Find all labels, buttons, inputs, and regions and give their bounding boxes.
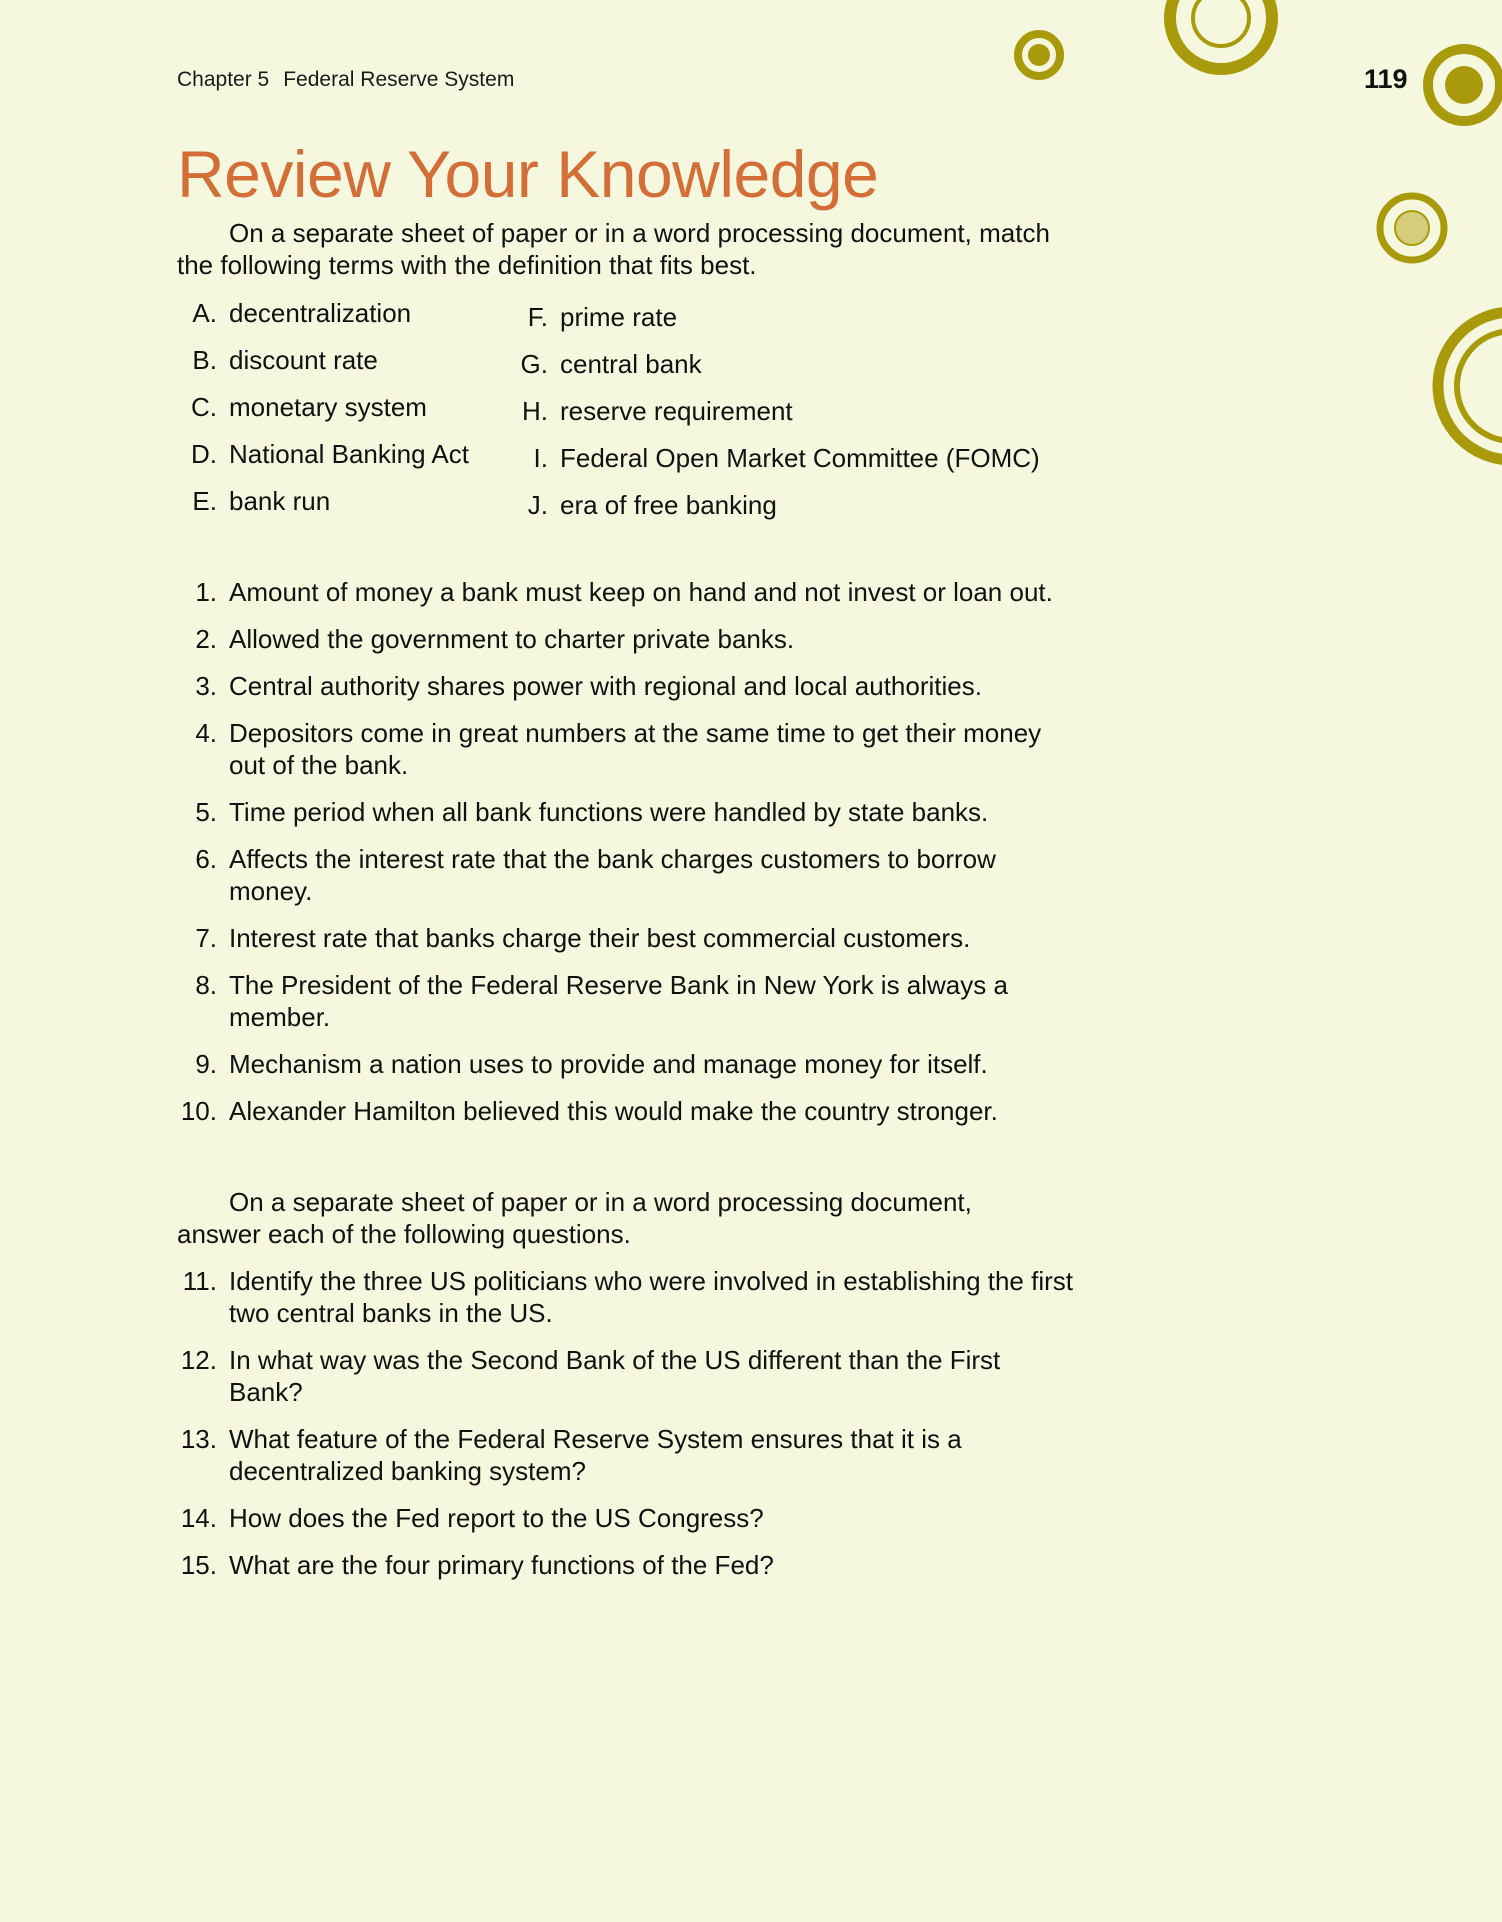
question-item: 12. In what way was the Second Bank of the US different than the First Bank? — [180, 1345, 1001, 1407]
double-ring-icon — [1170, 0, 1272, 69]
definition-item: 8. The President of the Federal Reserve Bank in New York is always a member. — [195, 970, 1008, 1032]
question-item: 13. What feature of the Federal Reserve System ensures that it is a decentralized banking system? — [180, 1424, 962, 1486]
large-ring-icon — [1438, 312, 1502, 460]
question-item: 11. Identify the three US politicians who were involved in establishing the first two central banks in the US. — [182, 1266, 1073, 1328]
question-item: 15. What are the four primary functions of the Fed? — [180, 1550, 774, 1580]
definition-item: 3. Central authority shares power with regional and local authorities. — [195, 671, 982, 701]
section-title: Review Your Knowledge — [177, 137, 879, 211]
definition-item: 1. Amount of money a bank must keep on hand and not invest or loan out. — [195, 577, 1053, 607]
definition-item: 9. Mechanism a nation uses to provide and manage money for itself. — [195, 1049, 988, 1079]
chapter-label: Chapter 5 — [177, 68, 270, 91]
chapter-title: Federal Reserve System — [283, 68, 515, 91]
definition-item: 4. Depositors come in great numbers at the same time to get their money out of the bank. — [195, 718, 1042, 780]
target-ring-icon — [1428, 49, 1500, 121]
question-item: 14. How does the Fed report to the US Congress? — [180, 1503, 764, 1533]
matching-instructions: On a separate sheet of paper or in a word processing document, match the following terms with the definition that fits best. — [177, 218, 1050, 280]
small-ring-icon — [1018, 34, 1060, 76]
definition-item: 2. Allowed the government to charter private banks. — [195, 624, 795, 654]
page-number: 119 — [1364, 64, 1408, 94]
definition-item: 5. Time period when all bank functions were handled by state banks. — [195, 797, 989, 827]
pale-ring-icon — [1380, 196, 1444, 260]
question-instructions: On a separate sheet of paper or in a word processing document, answer each of the following questions. — [177, 1187, 972, 1249]
running-header — [177, 68, 514, 92]
definition-item: 6. Affects the interest rate that the bank charges customers to borrow money. — [195, 844, 996, 906]
definitions-list — [177, 576, 1077, 1142]
definition-item: 7. Interest rate that banks charge their best commercial customers. — [195, 923, 971, 953]
definition-item: 10. Alexander Hamilton believed this would make the country stronger. — [180, 1096, 998, 1126]
questions-list — [177, 1265, 1077, 1596]
